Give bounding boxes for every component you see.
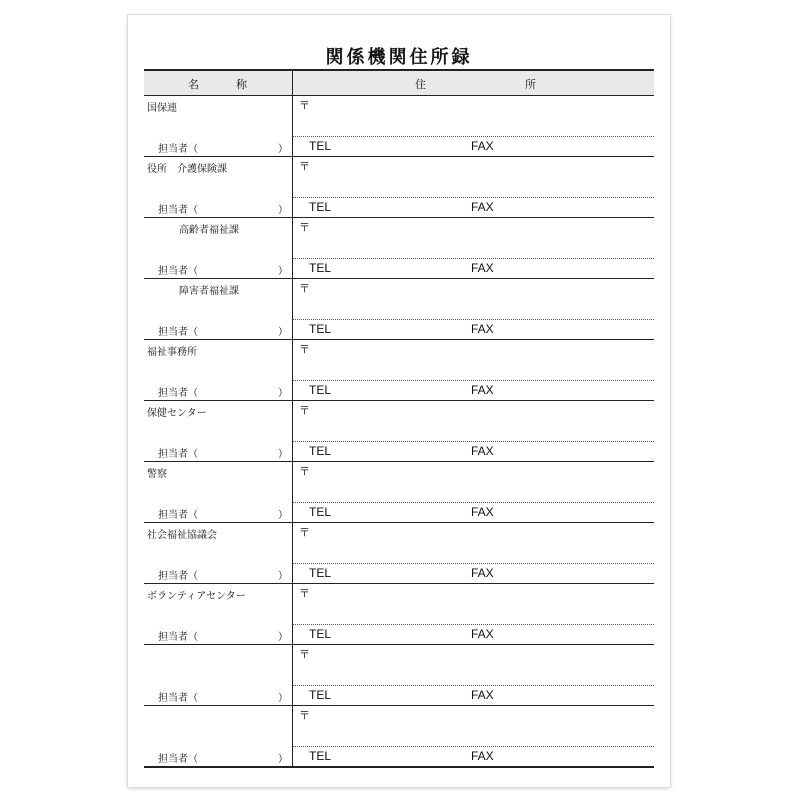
contact-close-paren: ） (278, 144, 288, 155)
dotted-divider (293, 258, 654, 259)
fax-label: FAX (471, 139, 494, 153)
table-row (144, 645, 654, 706)
name-cell[interactable] (144, 462, 293, 522)
contact-label: 担当者（ (158, 266, 198, 277)
table-row (144, 340, 654, 401)
contact-close-paren: ） (278, 693, 288, 704)
fax-label: FAX (471, 261, 494, 275)
header-name-char-1: 名 (188, 78, 199, 91)
header-address-char-2: 所 (525, 78, 536, 91)
dotted-divider (293, 197, 654, 198)
organization-name: 保健センター (147, 408, 207, 419)
postal-mark: 〒 (299, 343, 310, 356)
address-cell[interactable] (293, 462, 654, 522)
fax-label: FAX (471, 688, 494, 702)
address-cell[interactable] (293, 96, 654, 156)
contact-person-field[interactable] (158, 384, 288, 397)
postal-mark: 〒 (299, 221, 310, 234)
contact-close-paren: ） (278, 205, 288, 216)
contact-label: 担当者（ (158, 327, 198, 338)
tel-label: TEL (309, 627, 332, 641)
name-cell[interactable] (144, 218, 293, 278)
postal-mark: 〒 (299, 526, 310, 539)
contact-person-field[interactable] (158, 628, 288, 641)
dotted-divider (293, 319, 654, 320)
contact-close-paren: ） (278, 449, 288, 460)
address-cell[interactable] (293, 279, 654, 339)
fax-label: FAX (471, 322, 494, 336)
name-cell[interactable] (144, 96, 293, 156)
contact-person-field[interactable] (158, 323, 288, 336)
table-row (144, 584, 654, 645)
address-cell[interactable] (293, 401, 654, 461)
dotted-divider (293, 441, 654, 442)
address-cell[interactable] (293, 157, 654, 217)
contact-person-field[interactable] (158, 567, 288, 580)
organization-name: 国保連 (147, 103, 177, 114)
tel-label: TEL (309, 749, 332, 763)
dotted-divider (293, 502, 654, 503)
postal-mark: 〒 (299, 709, 310, 722)
contact-label: 担当者（ (158, 388, 198, 399)
page-title: 関係機関住所録 (325, 47, 473, 68)
contact-label: 担当者（ (158, 693, 198, 704)
table-body (144, 96, 654, 768)
contact-label: 担当者（ (158, 754, 198, 765)
postal-mark: 〒 (299, 648, 310, 661)
contact-close-paren: ） (278, 571, 288, 582)
contact-person-field[interactable] (158, 140, 288, 153)
dotted-divider (293, 685, 654, 686)
organization-name: 高齢者福祉課 (179, 225, 239, 236)
name-cell[interactable] (144, 584, 293, 644)
contact-person-field[interactable] (158, 201, 288, 214)
postal-mark: 〒 (299, 404, 310, 417)
table-row (144, 523, 654, 584)
name-cell[interactable] (144, 523, 293, 583)
tel-label: TEL (309, 505, 332, 519)
tel-label: TEL (309, 139, 332, 153)
contact-label: 担当者（ (158, 510, 198, 521)
name-cell[interactable] (144, 340, 293, 400)
contact-close-paren: ） (278, 754, 288, 765)
fax-label: FAX (471, 566, 494, 580)
tel-label: TEL (309, 383, 332, 397)
contact-close-paren: ） (278, 388, 288, 399)
dotted-divider (293, 624, 654, 625)
table-row (144, 157, 654, 218)
organization-name: 社会福祉協議会 (147, 530, 217, 541)
address-cell[interactable] (293, 645, 654, 705)
contact-person-field[interactable] (158, 506, 288, 519)
dotted-divider (293, 746, 654, 747)
address-cell[interactable] (293, 706, 654, 766)
table-header (144, 69, 654, 96)
tel-label: TEL (309, 688, 332, 702)
table-row (144, 706, 654, 768)
name-cell[interactable] (144, 401, 293, 461)
dotted-divider (293, 380, 654, 381)
postal-mark: 〒 (299, 465, 310, 478)
contact-label: 担当者（ (158, 449, 198, 460)
name-cell[interactable] (144, 157, 293, 217)
contact-label: 担当者（ (158, 571, 198, 582)
postal-mark: 〒 (299, 160, 310, 173)
organization-name: 役所 介護保険課 (147, 164, 227, 175)
header-address-column (293, 71, 654, 95)
contact-close-paren: ） (278, 632, 288, 643)
table-row (144, 279, 654, 340)
tel-label: TEL (309, 444, 332, 458)
contact-person-field[interactable] (158, 262, 288, 275)
contact-person-field[interactable] (158, 445, 288, 458)
address-cell[interactable] (293, 218, 654, 278)
tel-label: TEL (309, 566, 332, 580)
contact-person-field[interactable] (158, 750, 288, 763)
table-row (144, 96, 654, 157)
fax-label: FAX (471, 627, 494, 641)
fax-label: FAX (471, 383, 494, 397)
tel-label: TEL (309, 200, 332, 214)
name-cell[interactable] (144, 706, 293, 766)
fax-label: FAX (471, 505, 494, 519)
address-table (144, 69, 654, 768)
organization-name: 福祉事務所 (147, 347, 197, 358)
fax-label: FAX (471, 749, 494, 763)
postal-mark: 〒 (299, 99, 310, 112)
dotted-divider (293, 136, 654, 137)
name-cell[interactable] (144, 645, 293, 705)
organization-name: 障害者福祉課 (179, 286, 239, 297)
postal-mark: 〒 (299, 587, 310, 600)
contact-close-paren: ） (278, 327, 288, 338)
name-cell[interactable] (144, 279, 293, 339)
fax-label: FAX (471, 444, 494, 458)
postal-mark: 〒 (299, 282, 310, 295)
contact-person-field[interactable] (158, 689, 288, 702)
table-row (144, 401, 654, 462)
tel-label: TEL (309, 322, 332, 336)
dotted-divider (293, 563, 654, 564)
header-name-column (144, 71, 293, 95)
contact-close-paren: ） (278, 266, 288, 277)
address-cell[interactable] (293, 340, 654, 400)
contact-label: 担当者（ (158, 632, 198, 643)
contact-label: 担当者（ (158, 205, 198, 216)
address-book-sheet (128, 15, 670, 787)
contact-label: 担当者（ (158, 144, 198, 155)
organization-name: ボランティアセンター (147, 591, 246, 602)
table-row (144, 462, 654, 523)
address-cell[interactable] (293, 584, 654, 644)
organization-name: 警察 (147, 469, 167, 480)
address-cell[interactable] (293, 523, 654, 583)
tel-label: TEL (309, 261, 332, 275)
contact-close-paren: ） (278, 510, 288, 521)
header-name-char-2: 称 (236, 78, 247, 91)
fax-label: FAX (471, 200, 494, 214)
table-row (144, 218, 654, 279)
header-address-char-1: 住 (415, 78, 426, 91)
